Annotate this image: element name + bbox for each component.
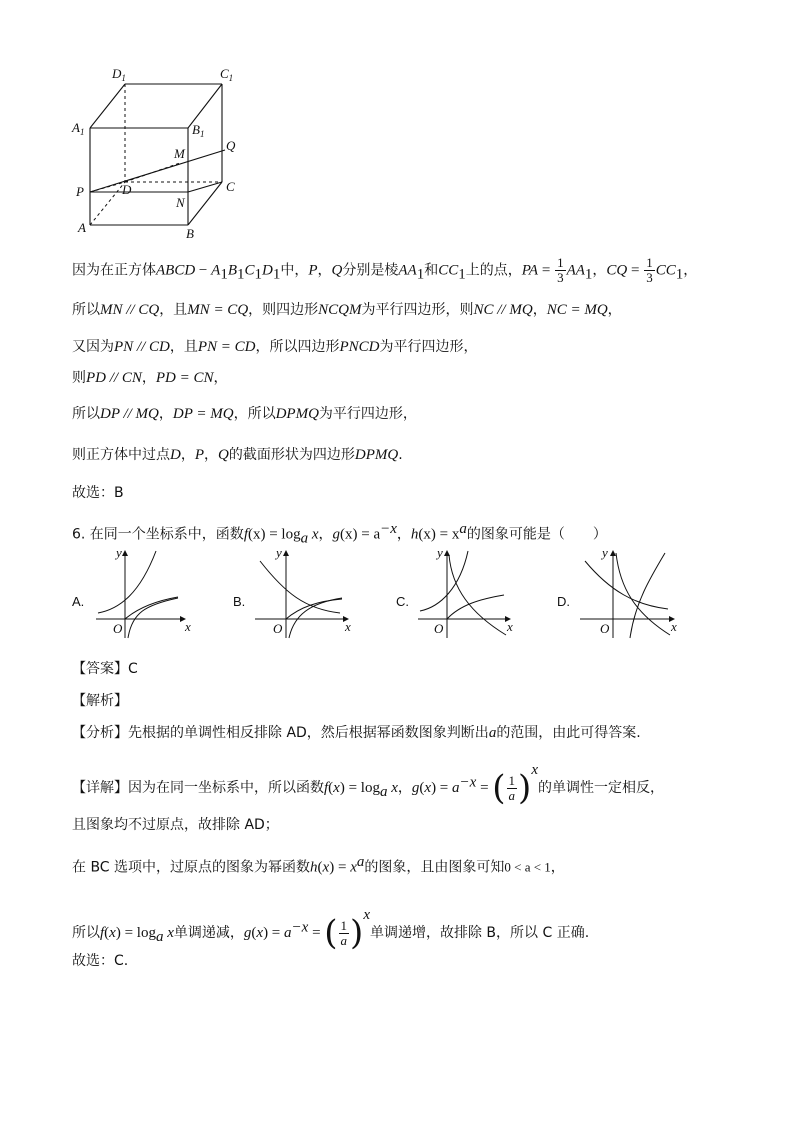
segment-NC [188, 182, 222, 192]
option-c-letter: C. [396, 594, 409, 609]
label-N: N [176, 195, 185, 210]
option-graphs [60, 543, 700, 643]
fraction-one-third-2: $\frac{1}{3}$ [646, 255, 653, 285]
label-D: D [122, 182, 132, 197]
svg-text:O: O [600, 621, 610, 636]
option-c-graph [396, 545, 513, 638]
cube-figure [60, 62, 260, 242]
final-answer: 故选：C. [72, 953, 129, 969]
label-B: B [186, 226, 194, 241]
fraction-one-third: $\frac{1}{3}$ [557, 255, 564, 285]
svg-text:x: x [671, 619, 677, 634]
detail-line-4: 所以$f(x) = \log_a x$单调递减，$g(x) = a^{-x}$ = ( $\frac{1}{a}$ ) $^x$单调递增，故排除 B，所以 C 正确. [72, 907, 590, 953]
label-A1: $A_1$ [72, 120, 85, 137]
option-d-graph [557, 545, 677, 638]
svg-text:x: x [345, 619, 351, 634]
detail-line-1: 【详解】因为在同一坐标系中，所以函数$f(x) = \log_a x$，$g(x) = a^{-x}$ = ( $\frac{1}{a}$ ) $^x$的单调性一定相反， [72, 762, 664, 808]
option-b-letter: B. [233, 594, 246, 609]
svg-text:x: x [507, 619, 513, 634]
option-a-letter: A. [72, 594, 85, 609]
label-C: C [226, 179, 235, 194]
solution-line-4: 则PD // CN，PD = CN， [72, 370, 228, 386]
label-C1: $C_1$ [220, 66, 234, 83]
solution-line-5: 所以DP // MQ，DP = MQ，所以DPMQ为平行四边形， [72, 406, 417, 422]
solution-line-1: 因为在正方体ABCD − $A_1B_1C_1D_1$中，P，Q分别是棱$AA_1$和$CC_1$上的点，PA = $\frac{1}{3}$ $AA_1$，CQ = $\frac{1}{3}$ $CC_1$， [72, 255, 698, 285]
svg-text:O: O [273, 621, 283, 636]
answer-line-B: 故选：B [72, 485, 124, 501]
svg-text:O: O [434, 621, 444, 636]
option-b-graph [233, 545, 351, 638]
svg-text:x: x [185, 619, 191, 634]
option-a-graph [72, 545, 191, 638]
svg-text:y: y [602, 545, 608, 560]
label-P: P [76, 184, 84, 199]
solution-line-3: 又因为PN // CD，且PN = CD，所以四边形PNCD为平行四边形， [72, 339, 478, 355]
svg-text:y: y [437, 545, 443, 560]
label-M: M [174, 146, 185, 161]
svg-text:y: y [276, 545, 282, 560]
hidden-edge-AD [90, 182, 125, 225]
detail-line-3: 在 BC 选项中，过原点的图象为幂函数$h(x) = x^a$的图象，且由图象可知0 < a < 1， [72, 854, 565, 876]
paren-one-over-a-2: ( $\frac{1}{a}$ ) [324, 913, 364, 953]
edge-A1D1 [90, 84, 125, 128]
label-Q: Q [226, 138, 236, 153]
segment-PQ [90, 150, 225, 192]
answer-label: 【答案】C [72, 661, 138, 677]
edge-BC [188, 182, 222, 225]
option-d-letter: D. [557, 594, 570, 609]
analysis-line: 【分析】先根据的单调性相反排除 AD，然后根据幂函数图象判断出a的范围，由此可得答案. [72, 725, 641, 741]
svg-text:O: O [113, 621, 123, 636]
analysis-heading: 【解析】 [72, 693, 128, 709]
question-6: 6. 在同一个坐标系中，函数$f(x) = \log_a x$，$g(x) = a^{-x}$，$h(x) = x^a$的图象可能是（ ） [72, 521, 607, 547]
solution-line-2: 所以MN // CQ，且MN = CQ，则四边形NCQM为平行四边形，则NC // MQ，NC = MQ， [72, 302, 622, 318]
detail-line-2: 且图象均不过原点，故排除 AD； [72, 817, 279, 833]
svg-text:y: y [116, 545, 122, 560]
label-B1: $B_1$ [192, 122, 205, 139]
label-D1: $D_1$ [112, 66, 126, 83]
solution-line-6: 则正方体中过点D，P，Q的截面形状为四边形DPMQ. [72, 447, 403, 463]
paren-one-over-a: ( $\frac{1}{a}$ ) [492, 768, 532, 808]
label-A: A [78, 220, 86, 235]
